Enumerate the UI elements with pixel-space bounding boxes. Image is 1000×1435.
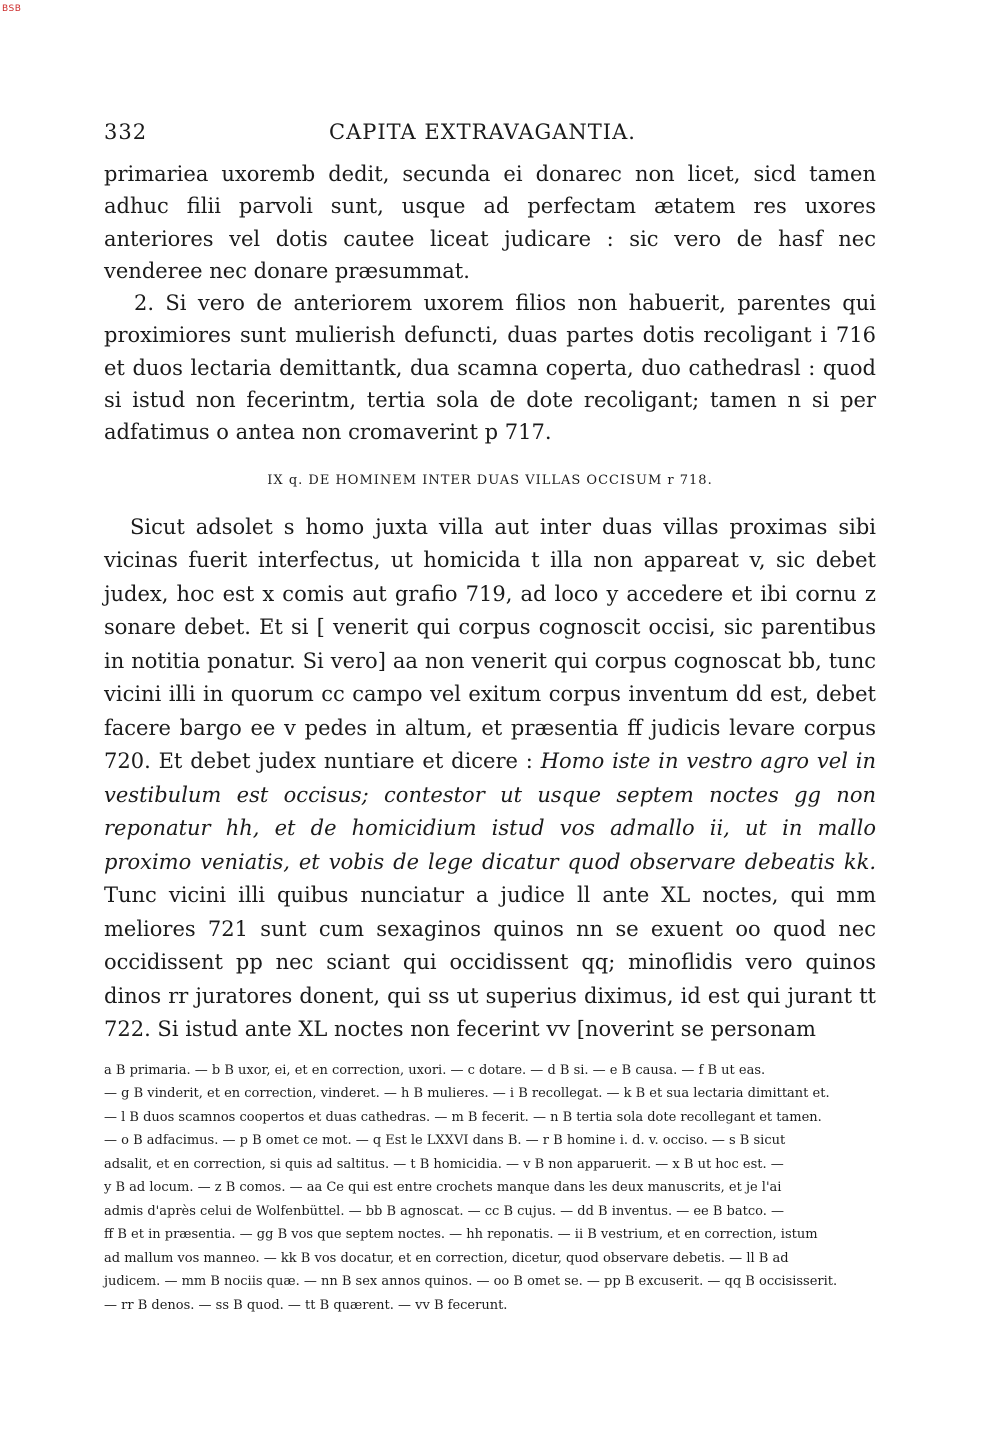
main-text (104, 511, 876, 1047)
page-number: 332 (104, 120, 148, 144)
library-stamp: BSB (2, 4, 22, 14)
footnote-line: — g B vinderit, et en correction, vinderet. — h B mulieres. — i B recollegat. — k B et sua lectaria dimittant et. (104, 1086, 830, 1102)
footnotes (104, 1059, 876, 1318)
paragraph-2: 2. Si vero de anteriorem uxorem filios non habuerit, parentes qui proximiores sunt mulierish defuncti, duas partes dotis recoligant i 716 et duos lectaria demittantk, dua scamna coperta, duo cathedrasl : quod si istud non fecerintm, tertia sola de dote recoligant; tamen n si per adfatimus o antea non cromaverint p 717. (104, 291, 876, 445)
main-text-part-1: Sicut adsolet s homo juxta villa aut inter duas villas proximas sibi vicinas fuerit interfectus, ut homicida t illa non appareat v, sic debet judex, hoc est x comis aut grafio 719, ad loco y accedere et ibi cornu z sonare debet. Et si [ venerit qui corpus cognoscit occisi, sic parentibus in notitia ponatur. Si vero] aa non venerit qui corpus cognoscat bb, tunc vicini illi in quorum cc campo vel exitum corpus inventum dd est, debet facere bargo ee v pedes in altum, et præsentia ff judicis levare corpus 720. Et debet judex nuntiare et dicere : (104, 514, 876, 774)
footnote-line: adsalit, et en correction, si quis ad saltitus. — t B homicidia. — v B non apparuerit. — x B ut hoc est. — (104, 1156, 784, 1172)
footnote-line: ad mallum vos manneo. — kk B vos docatur, et en correction, dicetur, quod observare debetis. — ll B ad (104, 1250, 789, 1266)
footnote-line: y B ad locum. — z B comos. — aa Ce qui est entre crochets manque dans les deux manuscrits, et je l'ai (104, 1180, 782, 1196)
footnote-line: admis d'après celui de Wolfenbüttel. — bb B agnoscat. — cc B cujus. — dd B inventus. — ee B batco. — (104, 1203, 784, 1219)
paragraph-1: primariea uxoremb dedit, secunda ei donarec non licet, sicd tamen adhuc filii parvoli sunt, usque ad perfectam ætatem res uxores anteriores vel dotis cautee liceat judicare : sic vero de hasf nec venderee nec donare præsummat. (104, 162, 876, 283)
running-title: CAPITA EXTRAVAGANTIA. (329, 120, 636, 144)
running-head (104, 120, 876, 158)
footnote-line: a B primaria. — b B uxor, ei, et en correction, uxori. — c dotare. — d B si. — e B causa. — f B ut eas. (104, 1062, 766, 1078)
page (104, 120, 876, 1317)
section-heading: IX q. DE HOMINEM INTER DUAS VILLAS OCCISUM r 718. (267, 472, 713, 488)
main-text-part-2: Tunc vicini illi quibus nunciatur a judice ll ante XL noctes, qui mm meliores 721 sunt cum sexaginos quinos nn se exuent oo quod nec occidissent pp nec sciant qui occidissent qq; minoflidis vero quinos dinos rr juratores donent, qui ss ut superius diximus, id est qui jurant tt 722. Si istud ante XL noctes non fecerint vv [noverint se personam (104, 883, 876, 1042)
footnote-line: — l B duos scamnos coopertos et duas cathedras. — m B fecerit. — n B tertia sola dote recollegant et tamen. (104, 1109, 822, 1125)
footnote-line: — rr B denos. — ss B quod. — tt B quærent. — vv B fecerunt. (104, 1297, 508, 1313)
footnote-line: ff B et in præsentia. — gg B vos que septem noctes. — hh reponatis. — ii B vestrium, et en correction, istum (104, 1227, 818, 1243)
footnote-line: judicem. — mm B nociis quæ. — nn B sex annos quinos. — oo B omet se. — pp B excuserit. — qq B occisisserit. (104, 1274, 838, 1290)
main-text-italic-quote: Homo iste in vestro agro vel in vestibulum est occisus; contestor ut usque septem noctes gg non reponatur hh, et de homicidium istud vos admallo ii, ut in mallo proximo veniatis, et vobis de lege dicatur quod observare debeatis kk. (104, 749, 876, 874)
footnote-line: — o B adfacimus. — p B omet ce mot. — q Est le LXXVI dans B. — r B homine i. d. v. occiso. — s B sicut (104, 1133, 786, 1149)
